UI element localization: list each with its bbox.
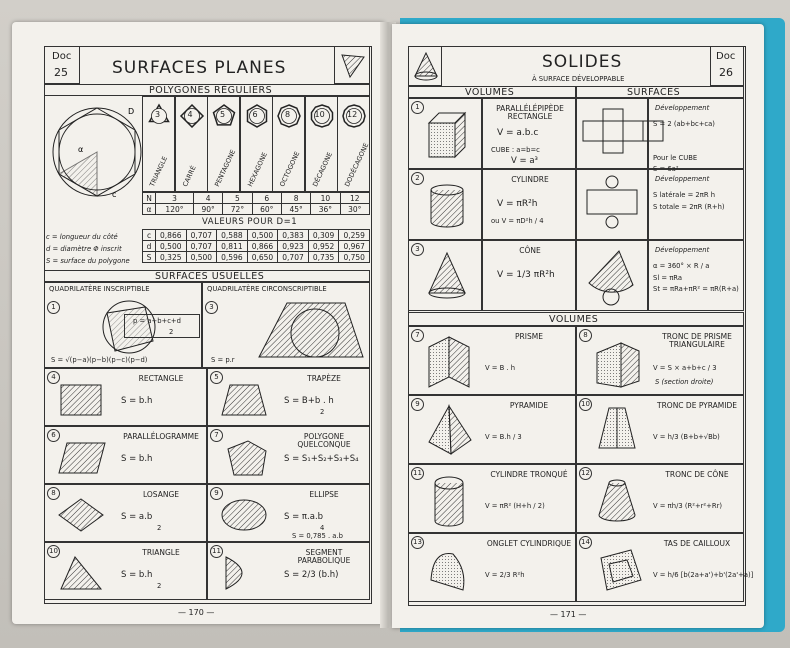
cell-number: 14 xyxy=(579,536,592,549)
surface-formula-extra: Pour le CUBE xyxy=(653,154,698,162)
surface-shape xyxy=(55,493,111,539)
values-header: VALEURS POUR D=1 xyxy=(202,217,298,227)
volume-name: CYLINDRE TRONQUÉ xyxy=(490,470,568,479)
legend-d: d = diamètre Φ inscrit xyxy=(46,245,122,253)
surfaces-label: SURFACES xyxy=(627,87,681,98)
cell-number: 4 xyxy=(47,371,60,384)
doc-label-right: Doc xyxy=(716,51,736,62)
polygon-count: 5 xyxy=(220,110,226,119)
cone-icon-box xyxy=(408,46,442,86)
alpha-symbol: α xyxy=(143,204,156,215)
dev-label: Développement xyxy=(655,104,710,112)
doc-badge-right xyxy=(710,46,744,86)
cell-name: RECTANGLE xyxy=(138,374,184,383)
svg-text:D: D xyxy=(128,107,135,116)
cell-name: PARALLÉLOGRAMME xyxy=(123,432,199,441)
volume-formula-cell xyxy=(482,240,576,311)
cell-formula-denominator: 2 xyxy=(157,582,162,590)
c-value-cell: 0,259 xyxy=(339,230,370,241)
doc-number: 25 xyxy=(54,66,68,79)
solid-name: CÔNE xyxy=(519,246,541,255)
doc-number-right: 26 xyxy=(719,66,733,79)
surface-formula: S = 2 (ab+bc+ca) xyxy=(653,120,715,128)
polygon-name: HEXAGONE xyxy=(245,151,269,188)
cell-number: 11 xyxy=(210,545,223,558)
volume-drawing xyxy=(591,540,647,598)
volume-formula: V = 1/3 πR²h xyxy=(497,270,555,280)
page-number-right: — 171 — xyxy=(550,610,587,619)
volume-formula: V = h/3 (B+b+√Bb) xyxy=(653,433,720,441)
polygon-name: OCTOGONE xyxy=(278,150,302,188)
cell-number: 12 xyxy=(579,467,592,480)
row-number: 1 xyxy=(411,101,424,114)
volumes-col-header xyxy=(408,86,576,98)
right-page xyxy=(392,24,764,628)
n-cell: 6 xyxy=(252,193,281,204)
cell-formula: S = b.h xyxy=(121,570,153,580)
development-drawing xyxy=(579,105,647,163)
volume-name: TRONC DE CÔNE xyxy=(665,470,729,479)
cell-formula: S = π.a.b xyxy=(284,512,324,522)
volumes-section-title: VOLUMES xyxy=(549,314,599,325)
left-page xyxy=(12,22,384,624)
cell-name: TRIANGLE xyxy=(142,548,180,557)
polygon-column xyxy=(142,96,175,192)
volume-name: ONGLET CYLINDRIQUE xyxy=(486,539,572,548)
angle-cell: 60° xyxy=(252,204,281,215)
surface-formula-extra: St = πRa+πR² = πR(R+a) xyxy=(653,285,739,293)
volume-cell xyxy=(408,464,576,533)
volume-drawing xyxy=(423,471,479,529)
s-value-cell: 0,707 xyxy=(278,252,309,263)
n-cell: 3 xyxy=(156,193,194,204)
d-value-cell: 0,952 xyxy=(308,241,339,252)
s-value-cell: 0,500 xyxy=(186,252,217,263)
volume-drawing xyxy=(423,333,479,391)
cell-number: 9 xyxy=(210,487,223,500)
cell-name: POLYGONE QUELCONQUE xyxy=(297,432,351,449)
volumes-label: VOLUMES xyxy=(465,87,515,98)
quad-inscr-cell: QUADRILATÈRE INSCRIPTIBLE 1 S = √(p−a)(p−b)(p−c)(p−d) xyxy=(44,282,202,368)
surface-cell xyxy=(207,484,370,542)
surface-formula: S latérale = 2πR h xyxy=(653,191,716,199)
solid-drawing-cell xyxy=(408,98,482,169)
polygon-column xyxy=(305,96,338,192)
cone-icon xyxy=(411,50,441,84)
cell-number: 10 xyxy=(579,398,592,411)
solid-drawing-cell xyxy=(408,240,482,311)
polygon-name: DODÉCAGONE xyxy=(343,141,371,188)
surface-formula-cell xyxy=(648,240,744,311)
volume-name: TAS DE CAILLOUX xyxy=(663,539,731,548)
s-value-cell: 0,735 xyxy=(308,252,339,263)
angle-cell: 72° xyxy=(223,204,252,215)
c-value-cell: 0,500 xyxy=(247,230,278,241)
volume-name: PYRAMIDE xyxy=(509,401,549,410)
solid-drawing xyxy=(421,107,477,163)
cell-name: ELLIPSE xyxy=(309,490,339,499)
solid-drawing-cell xyxy=(408,169,482,240)
n-cell: 5 xyxy=(223,193,252,204)
volume-formula: V = a.b.c xyxy=(497,128,539,138)
surface-shape xyxy=(218,551,274,597)
row-number: 3 xyxy=(411,243,424,256)
cell-name: SEGMENT PARABOLIQUE xyxy=(297,548,351,565)
volume-formula: V = πh/3 (R²+r²+Rr) xyxy=(653,502,723,510)
volume-cell xyxy=(408,533,576,602)
dev-label: Développement xyxy=(655,175,710,183)
polygon-name: CARRÉ xyxy=(180,164,198,188)
n-cell: 12 xyxy=(340,193,369,204)
surface-cell xyxy=(44,542,207,600)
volume-drawing xyxy=(423,402,479,460)
n-cell: 4 xyxy=(193,193,222,204)
c-value-cell: 0,866 xyxy=(156,230,187,241)
volume-formula: V = B . h xyxy=(485,364,516,372)
title-icon-box xyxy=(334,46,370,84)
volume-cell xyxy=(576,533,754,602)
cell-number: 6 xyxy=(47,429,60,442)
n-cell: 10 xyxy=(311,193,340,204)
surface-shape xyxy=(55,435,111,481)
angle-cell: 45° xyxy=(281,204,310,215)
surface-shape xyxy=(218,493,274,539)
cell-number: 11 xyxy=(411,467,424,480)
s-value-cell: 0,596 xyxy=(217,252,248,263)
doc-label: Doc xyxy=(52,51,72,62)
volume-drawing xyxy=(591,333,647,391)
volume-extra: CUBE : a=b=c xyxy=(491,146,540,154)
cell-formula: S = B+b . h xyxy=(284,396,334,406)
surface-cell xyxy=(207,542,370,600)
p-formula-top: p = a+b+c+d xyxy=(133,317,181,325)
polygon-column xyxy=(337,96,370,192)
n-symbol: N xyxy=(143,193,156,204)
cell-formula: S = S₁+S₂+S₃+S₄ xyxy=(284,454,359,464)
volume-formula: V = B.h / 3 xyxy=(485,433,522,441)
volume-alt: ou V = πD²h / 4 xyxy=(491,217,544,225)
surface-cell xyxy=(44,484,207,542)
page-subtitle: À SURFACE DÉVELOPPABLE xyxy=(532,75,625,83)
cell-formula: S = a.b xyxy=(121,512,153,522)
surface-formula-extra: S = 6a² xyxy=(653,165,679,173)
volume-cell xyxy=(576,326,744,395)
volume-formula-cell xyxy=(482,98,576,169)
c-value-cell: 0,309 xyxy=(308,230,339,241)
angle-cell: 90° xyxy=(193,204,222,215)
volume-formula-cell xyxy=(482,169,576,240)
svg-text:α: α xyxy=(78,145,84,154)
surface-formula-cell xyxy=(648,98,744,173)
heron-formula: S = √(p−a)(p−b)(p−c)(p−d) xyxy=(51,356,148,364)
cell-formula-denominator: 2 xyxy=(157,524,162,532)
polygon-count: 6 xyxy=(252,110,258,119)
solid-drawing xyxy=(421,178,477,234)
quad-circ-label: QUADRILATÈRE CIRCONSCRIPTIBLE xyxy=(207,285,327,293)
volume-drawing xyxy=(591,402,647,460)
cell-formula: S = b.h xyxy=(121,396,153,406)
volume-formula: V = 2/3 R²h xyxy=(485,571,525,579)
angle-cell: 30° xyxy=(340,204,369,215)
volume-name: PRISME xyxy=(515,332,543,341)
surface-cell xyxy=(207,426,370,484)
solid-name: CYLINDRE xyxy=(511,175,549,184)
angle-cell: 36° xyxy=(311,204,340,215)
surface-formula-extra: Sl = πRa xyxy=(653,274,683,282)
volume-name: TRONC DE PYRAMIDE xyxy=(657,401,737,410)
section-title-usual: SURFACES USUELLES xyxy=(155,271,265,282)
development-cell xyxy=(576,98,648,169)
page-title: SURFACES PLANES xyxy=(112,58,287,78)
volume-formula: V = πR²h xyxy=(497,199,538,209)
alpha-table xyxy=(142,192,370,215)
cell-number: 9 xyxy=(411,398,424,411)
page-title-right: SOLIDES xyxy=(542,52,623,72)
volumes-section-header xyxy=(408,312,744,326)
cell-number: 10 xyxy=(47,545,60,558)
c-value-cell: 0,383 xyxy=(278,230,309,241)
cell-formula-denominator: 2 xyxy=(320,408,325,416)
legend-s: S = surface du polygone xyxy=(46,257,130,265)
polygons-header xyxy=(44,84,370,96)
volume-extra-2: V = a³ xyxy=(511,156,538,166)
polygon-column xyxy=(175,96,208,192)
cell-name: LOSANGE xyxy=(142,490,179,499)
volume-cell xyxy=(576,464,744,533)
solid-drawing xyxy=(421,249,477,305)
solid-name: PARALLÉLÉPIPÈDE RECTANGLE xyxy=(496,104,564,121)
row-label-d: d xyxy=(143,241,156,252)
polygon-count: 3 xyxy=(155,110,161,119)
surface-cell xyxy=(207,368,370,426)
polygon-name: TRIANGLE xyxy=(148,155,170,188)
polygon-column xyxy=(207,96,240,192)
cell-formula: S = 2/3 (b.h) xyxy=(284,570,339,580)
quad-circ-cell: QUADRILATÈRE CIRCONSCRIPTIBLE 3 S = p.r xyxy=(202,282,370,368)
volume-name: TRONC DE PRISME TRIANGULAIRE xyxy=(662,332,732,349)
surfaces-col-header xyxy=(576,86,744,98)
surface-shape xyxy=(55,377,111,423)
angle-cell: 120° xyxy=(156,204,194,215)
row-number: 2 xyxy=(411,172,424,185)
row-label-c: c xyxy=(143,230,156,241)
row-label-s: S xyxy=(143,252,156,263)
polygon-name: PENTAGONE xyxy=(213,148,238,188)
circumscribed-quad-diagram xyxy=(257,297,367,363)
cell-number: 8 xyxy=(47,487,60,500)
c-value-cell: 0,588 xyxy=(217,230,248,241)
surface-shape xyxy=(218,377,274,423)
surface-formula: α = 360° × R / a xyxy=(653,262,710,270)
cell-formula-alt: S = 0,785 . a.b xyxy=(292,532,343,540)
legend-c: c = longueur du côté xyxy=(46,233,118,241)
surface-formula-extra: S totale = 2πR (R+h) xyxy=(653,203,725,211)
development-cell xyxy=(576,240,648,311)
d-value-cell: 0,811 xyxy=(217,241,248,252)
polygon-name: DÉCAGONE xyxy=(310,150,334,188)
cell-number: 5 xyxy=(210,371,223,384)
volume-drawing xyxy=(591,471,647,529)
usual-header xyxy=(44,270,370,282)
volume-formula: V = πR² (H+h / 2) xyxy=(485,502,545,510)
d-value-cell: 0,707 xyxy=(186,241,217,252)
n-cell: 8 xyxy=(281,193,310,204)
volume-note: S (section droite) xyxy=(655,378,714,386)
d-value-cell: 0,967 xyxy=(339,241,370,252)
polygon-column xyxy=(240,96,273,192)
surface-cell xyxy=(44,368,207,426)
volume-cell xyxy=(576,395,744,464)
d-value-cell: 0,500 xyxy=(156,241,187,252)
surface-shape xyxy=(55,551,111,597)
polygon-count: 8 xyxy=(285,110,291,119)
p-formula-box xyxy=(124,314,200,338)
svg-text:c: c xyxy=(112,190,117,199)
dev-label: Développement xyxy=(655,246,710,254)
cell-formula-denominator: 4 xyxy=(320,524,325,532)
cell-number: 7 xyxy=(210,429,223,442)
volume-drawing xyxy=(423,540,479,598)
polygon-column xyxy=(272,96,305,192)
volume-formula: V = h/6 [b(2a+a')+b'(2a'+a)] xyxy=(653,571,754,579)
s-value-cell: 0,650 xyxy=(247,252,278,263)
polygon-count: 4 xyxy=(187,110,193,119)
development-drawing xyxy=(579,176,647,234)
volume-formula: V = S × a+b+c / 3 xyxy=(653,364,717,372)
d-value-cell: 0,866 xyxy=(247,241,278,252)
polygon-count: 12 xyxy=(347,110,358,119)
spr-formula: S = p.r xyxy=(211,356,235,364)
plane-surface-icon xyxy=(338,51,368,81)
surface-shape xyxy=(218,435,274,481)
s-value-cell: 0,750 xyxy=(339,252,370,263)
polygon-count: 10 xyxy=(314,110,325,119)
hexagon-diagram xyxy=(48,102,146,202)
volume-cell xyxy=(408,326,576,395)
p-formula-bot: 2 xyxy=(169,328,174,336)
page-number-left: — 170 — xyxy=(178,608,215,617)
values-table xyxy=(142,229,370,263)
development-drawing xyxy=(579,247,647,305)
cell-number: 13 xyxy=(411,536,424,549)
cell-name: TRAPÈZE xyxy=(307,374,341,383)
surface-formula-cell xyxy=(648,169,744,240)
s-value-cell: 0,325 xyxy=(156,252,187,263)
surface-cell xyxy=(44,426,207,484)
quad-inscr-label: QUADRILATÈRE INSCRIPTIBLE xyxy=(49,285,150,293)
section-title: POLYGONES RÉGULIERS xyxy=(149,85,273,96)
development-cell xyxy=(576,169,648,240)
c-value-cell: 0,707 xyxy=(186,230,217,241)
cell-number: 8 xyxy=(579,329,592,342)
cell-formula: S = b.h xyxy=(121,454,153,464)
cell-number: 7 xyxy=(411,329,424,342)
d-value-cell: 0,923 xyxy=(278,241,309,252)
doc-badge xyxy=(44,46,80,84)
volume-cell xyxy=(408,395,576,464)
